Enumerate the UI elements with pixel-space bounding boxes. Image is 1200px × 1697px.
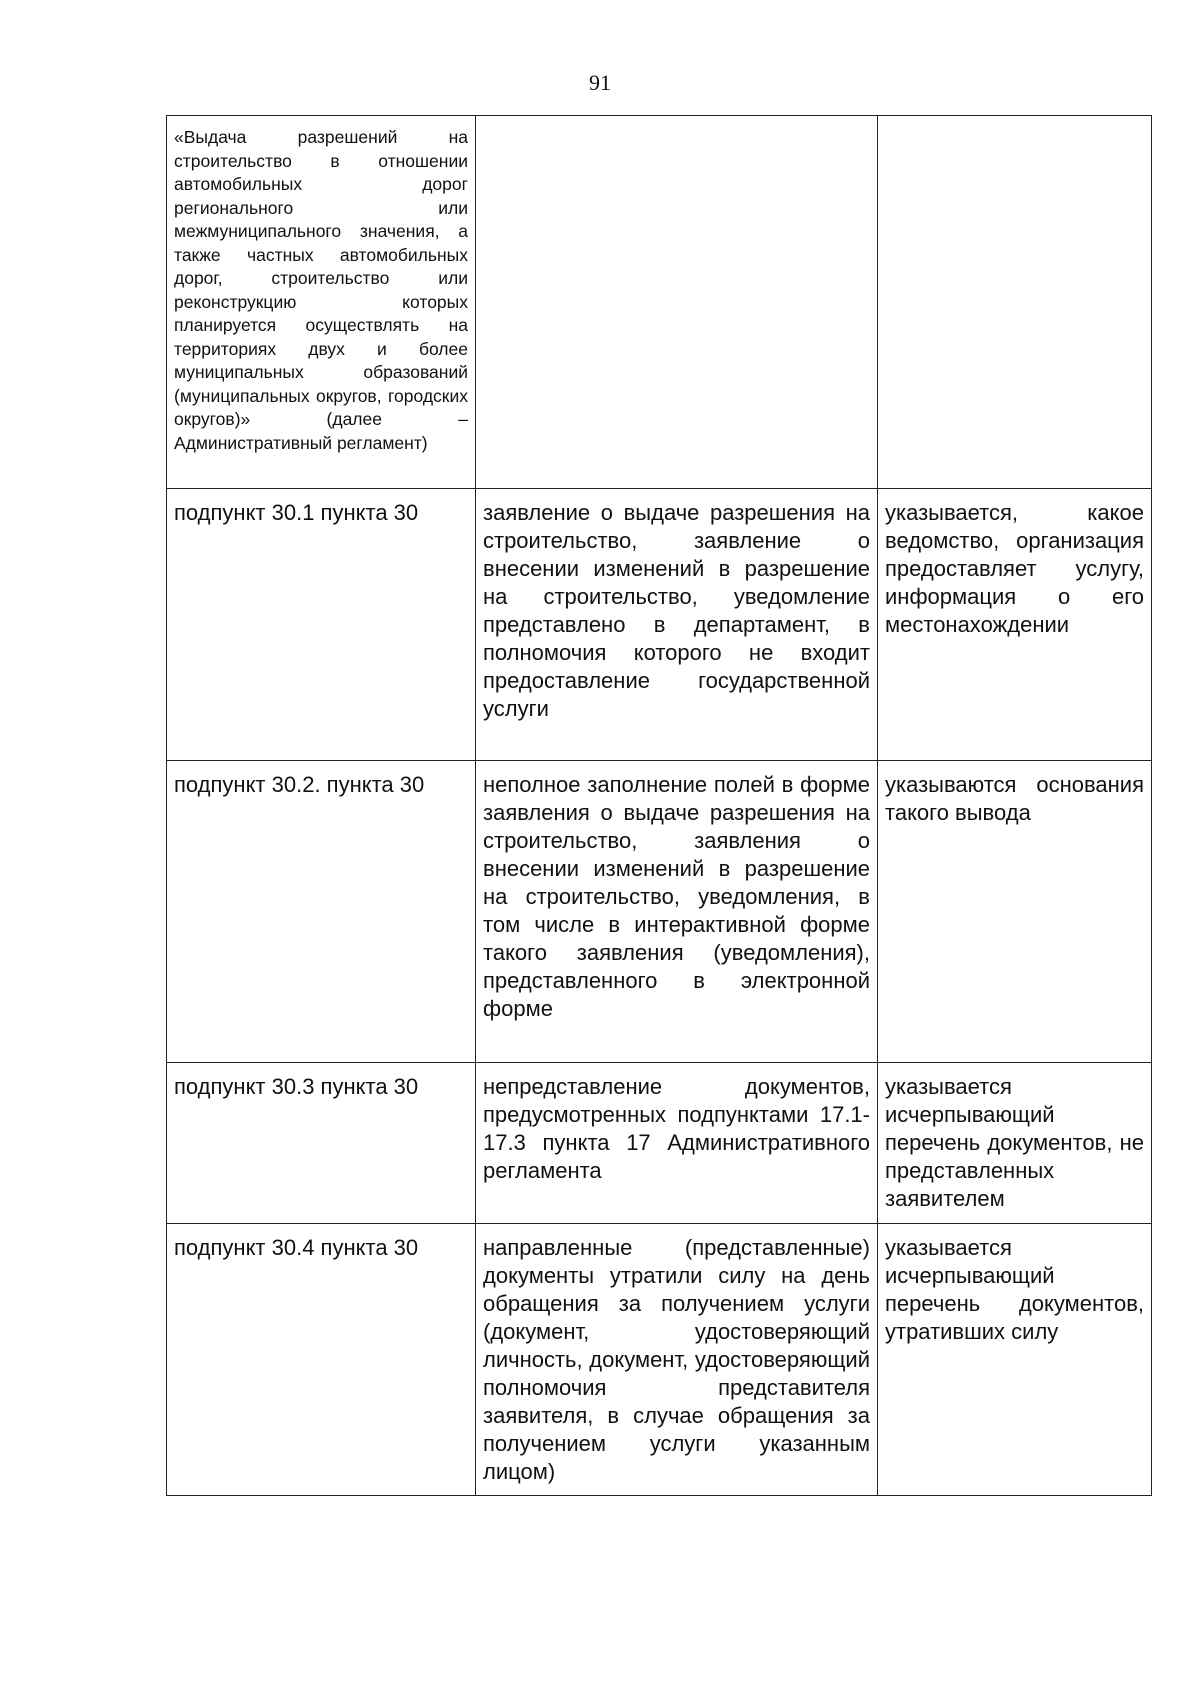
- explanation-cell: указывается, какое ведомство, организация предоставляет услугу, информация о его местонахождении: [878, 489, 1152, 761]
- empty-cell: [476, 116, 878, 489]
- clause-cell: подпункт 30.3 пункта 30: [167, 1063, 476, 1224]
- reason-cell: неполное заполнение полей в форме заявления о выдаче разрешения на строительство, заявления о внесении изменений в разрешение на строительство, уведомления, в том числе в интерактивной форме такого заявления (уведомления), представленного в электронной форме: [476, 761, 878, 1063]
- explanation-cell: указывается исчерпывающий перечень документов, не представленных заявителем: [878, 1063, 1152, 1224]
- table-row: [167, 489, 1152, 761]
- clause-cell: подпункт 30.1 пункта 30: [167, 489, 476, 761]
- clause-cell: подпункт 30.4 пункта 30: [167, 1224, 476, 1496]
- table-row: [167, 116, 1152, 489]
- empty-cell: [878, 116, 1152, 489]
- explanation-cell: указываются основания такого вывода: [878, 761, 1152, 1063]
- reason-cell: непредставление документов, предусмотренных подпунктами 17.1-17.3 пункта 17 Административного регламента: [476, 1063, 878, 1224]
- explanation-cell: указывается исчерпывающий перечень документов, утративших силу: [878, 1224, 1152, 1496]
- reason-cell: заявление о выдаче разрешения на строительство, заявление о внесении изменений в разрешение на строительство, уведомление представлено в департамент, в полномочия которого не входит предоставление государственной услуги: [476, 489, 878, 761]
- regulation-title-cell: «Выдача разрешений на строительство в отношении автомобильных дорог регионального или межмуниципального значения, а также частных автомобильных дорог, строительство или реконструкцию которых планируется осуществлять на территориях двух и более муниципальных образований (муниципальных округов, городских округов)» (далее – Административный регламент): [167, 116, 476, 489]
- table-row: [167, 1224, 1152, 1496]
- reason-cell: направленные (представленные) документы утратили силу на день обращения за получением услуги (документ, удостоверяющий личность, документ, удостоверяющий полномочия представителя заявителя, в случае обращения за получением услуги указанным лицом): [476, 1224, 878, 1496]
- page-number: 91: [589, 70, 611, 95]
- table-row: [167, 761, 1152, 1063]
- refusal-grounds-table: [166, 115, 1152, 1496]
- table-row: [167, 1063, 1152, 1224]
- clause-cell: подпункт 30.2. пункта 30: [167, 761, 476, 1063]
